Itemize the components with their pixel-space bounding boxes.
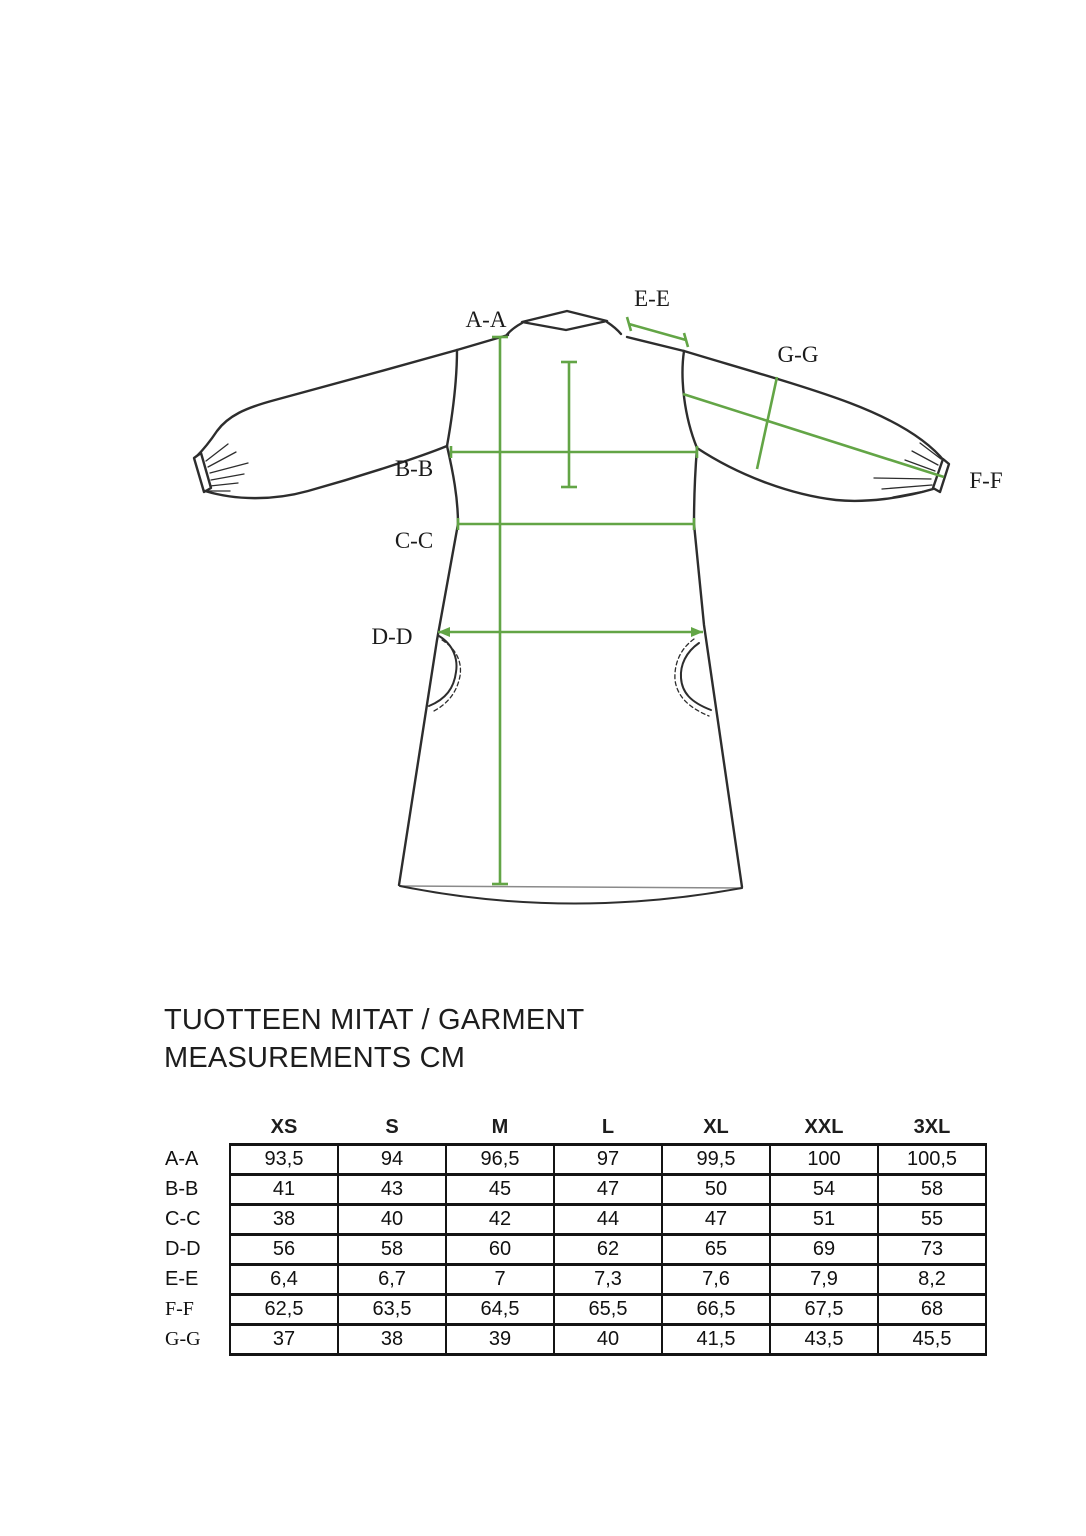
size-cell: 45 [446, 1175, 554, 1205]
size-cell: 73 [878, 1235, 986, 1265]
size-col-xl: XL [703, 1116, 729, 1138]
size-cell: 99,5 [662, 1145, 770, 1175]
measure-label-cc: C-C [394, 528, 434, 553]
size-table [164, 1116, 987, 1356]
size-cell: 47 [554, 1175, 662, 1205]
table-row-bb [164, 1175, 986, 1205]
size-cell: 6,7 [338, 1265, 446, 1295]
size-cell: 51 [770, 1205, 878, 1235]
row-label-dd: D-D [165, 1238, 201, 1260]
size-cell: 64,5 [446, 1295, 554, 1325]
size-cell: 8,2 [878, 1265, 986, 1295]
size-cell: 41 [230, 1175, 338, 1205]
measure-line-center-back [561, 362, 577, 487]
table-corner [164, 1116, 230, 1145]
size-table-header-row [164, 1116, 986, 1145]
size-cell: 100,5 [878, 1145, 986, 1175]
collar [522, 311, 607, 330]
size-cell: 56 [230, 1235, 338, 1265]
size-cell: 66,5 [662, 1295, 770, 1325]
size-cell: 41,5 [662, 1325, 770, 1355]
left-side-seam [399, 446, 458, 885]
table-row-cc [164, 1205, 986, 1235]
garment-outline [194, 311, 949, 904]
size-cell: 60 [446, 1235, 554, 1265]
measure-label-aa: A-A [465, 307, 507, 332]
right-armhole-seam [683, 351, 697, 448]
measure-line-dd [438, 627, 703, 637]
size-cell: 97 [554, 1145, 662, 1175]
size-cell: 54 [770, 1175, 878, 1205]
table-row-ee [164, 1265, 986, 1295]
table-row-gg [164, 1325, 986, 1355]
size-cell: 38 [230, 1205, 338, 1235]
size-cell: 42 [446, 1205, 554, 1235]
size-cell: 67,5 [770, 1295, 878, 1325]
row-label-bb: B-B [165, 1178, 199, 1200]
measure-line-aa [492, 337, 508, 884]
size-cell: 7 [446, 1265, 554, 1295]
size-cell: 55 [878, 1205, 986, 1235]
size-cell: 7,3 [554, 1265, 662, 1295]
size-cell: 45,5 [878, 1325, 986, 1355]
size-cell: 7,9 [770, 1265, 878, 1295]
size-col-l: L [601, 1116, 615, 1138]
measure-line-bb [451, 446, 697, 458]
right-side-seam [694, 448, 742, 887]
table-row-ff [164, 1295, 986, 1325]
right-shoulder-seam [627, 337, 684, 351]
measure-line-cc [458, 518, 694, 530]
row-label-gg: G-G [165, 1328, 201, 1350]
left-shoulder-sleeve-top [196, 335, 508, 457]
left-armhole-seam [447, 350, 457, 446]
size-cell: 63,5 [338, 1295, 446, 1325]
size-col-s: S [385, 1116, 399, 1138]
size-cell: 40 [554, 1325, 662, 1355]
size-table-container [164, 1116, 987, 1356]
size-cell: 62,5 [230, 1295, 338, 1325]
row-label-cc: C-C [165, 1208, 201, 1230]
size-cell: 40 [338, 1205, 446, 1235]
size-cell: 100 [770, 1145, 878, 1175]
size-cell: 50 [662, 1175, 770, 1205]
size-cell: 47 [662, 1205, 770, 1235]
row-label-ee: E-E [165, 1268, 199, 1290]
size-cell: 6,4 [230, 1265, 338, 1295]
size-cell: 7,6 [662, 1265, 770, 1295]
measure-line-ff [683, 394, 944, 477]
measurement-lines [438, 317, 944, 884]
right-sleeve-bottom [697, 448, 933, 501]
hem-fold-line [400, 886, 742, 888]
size-cell: 62 [554, 1235, 662, 1265]
size-cell: 93,5 [230, 1145, 338, 1175]
size-cell: 37 [230, 1325, 338, 1355]
table-row-dd [164, 1235, 986, 1265]
size-col-3xl: 3XL [913, 1116, 951, 1138]
measure-label-ee: E-E [634, 286, 670, 311]
size-cell: 65,5 [554, 1295, 662, 1325]
row-label-aa: A-A [165, 1148, 199, 1170]
measure-label-dd: D-D [371, 624, 413, 649]
size-cell: 69 [770, 1235, 878, 1265]
measure-label-gg: G-G [777, 342, 819, 367]
left-cuff-gathers [206, 444, 248, 491]
right-pocket-opening [681, 643, 711, 710]
size-cell: 58 [338, 1235, 446, 1265]
size-cell: 43 [338, 1175, 446, 1205]
table-title-line2: MEASUREMENTS CM [164, 1042, 466, 1074]
measure-label-bb: B-B [394, 456, 434, 481]
measure-line-ee [627, 317, 688, 347]
size-col-xxl: XXL [804, 1116, 844, 1138]
size-cell: 65 [662, 1235, 770, 1265]
size-col-m: M [491, 1116, 509, 1138]
size-cell: 43,5 [770, 1325, 878, 1355]
size-cell: 38 [338, 1325, 446, 1355]
size-cell: 68 [878, 1295, 986, 1325]
table-title-line1: TUOTTEEN MITAT / GARMENT [164, 1004, 585, 1036]
size-cell: 58 [878, 1175, 986, 1205]
table-title [164, 1001, 584, 1077]
hem-edge [400, 886, 742, 904]
size-cell: 44 [554, 1205, 662, 1235]
size-cell: 39 [446, 1325, 554, 1355]
table-row-aa [164, 1145, 986, 1175]
measure-label-ff: F-F [969, 468, 1003, 493]
size-col-xs: XS [270, 1116, 298, 1138]
row-label-ff: F-F [165, 1298, 194, 1320]
size-cell: 94 [338, 1145, 446, 1175]
neckline-right [607, 322, 621, 334]
size-cell: 96,5 [446, 1145, 554, 1175]
